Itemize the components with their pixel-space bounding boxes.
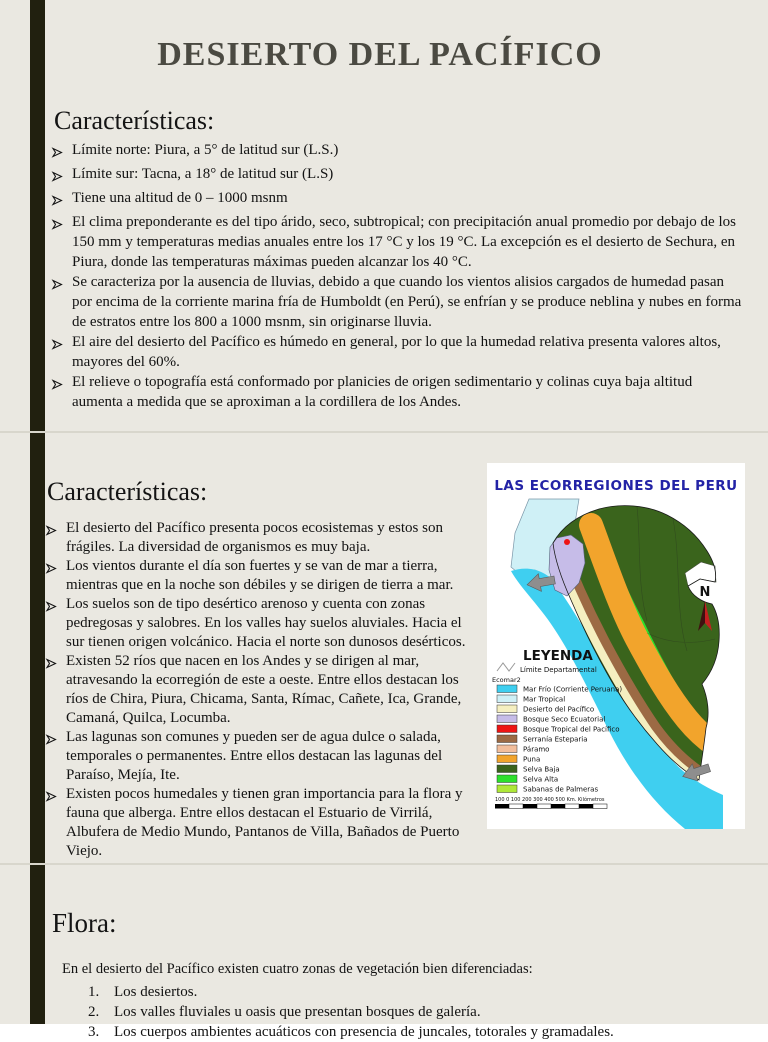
legend-row [497,785,598,794]
section-heading-flora: Flora: [52,908,117,938]
legend-label: Sabanas de Palmeras [523,785,599,794]
left-accent-bar [30,433,45,863]
legend-label: Bosque Seco Ecuatorial [523,715,606,724]
legend-ecomar-label: Ecomar2 [492,676,521,684]
list-item [52,372,744,412]
flora-numbered-list [88,982,728,1042]
bullet-arrow-icon [52,332,72,356]
legend-row [497,765,560,774]
left-accent-bar [30,865,45,1024]
list-item [52,272,744,332]
bullet-list-2 [46,519,470,861]
legend-swatch [497,785,517,793]
list-item [46,557,470,595]
list-item [52,164,744,188]
flora-intro: En el desierto del Pacífico existen cuatro zonas de vegetación bien diferenciadas: [62,961,533,977]
bullet-text: Existen 52 ríos que nacen en los Andes y se dirigen al mar, atravesando la ecorregión de este a oeste. Entre ellos destacan los ríos de Chira, Piura, Chicama, Santa, Rímac, Cañete, Ica, Grande, Camaná, Quilca, Locumba. [66,653,462,726]
bullet-text: El relieve o topografía está conformado por planicies de origen sedimentario y colinas cuya baja altitud aumenta a medida que se aproximan a la cordillera de los Andes. [72,374,693,410]
list-number: 3. [88,1024,100,1040]
bullet-text: Límite sur: Tacna, a 18° de latitud sur (L.S) [72,166,334,182]
legend-label: Desierto del Pacífico [523,705,595,714]
left-accent-bar [30,0,45,432]
legend-swatch [497,685,517,693]
legend-swatch [497,705,517,713]
legend-swatch [497,695,517,703]
legend-title: LEYENDA [523,648,593,664]
bullet-arrow-icon [52,372,72,396]
page-title: DESIERTO DEL PACÍFICO [157,36,603,73]
bullet-arrow-icon [46,728,66,751]
slide-divider [0,863,768,865]
bullet-text: El desierto del Pacífico presenta pocos ecosistemas y estos son frágiles. La diversidad de organismos es muy baja. [66,520,443,555]
section-heading-caracteristicas-2: Características: [47,477,208,506]
list-item [46,519,470,557]
legend-row [497,695,565,704]
list-item [88,982,728,1002]
bullet-text: Los vientos durante el día son fuertes y se van de mar a tierra, mientras que en la noche son débiles y se dirigen de tierra a mar. [66,558,454,593]
bullet-arrow-icon [52,212,72,236]
list-item [46,595,470,652]
legend-row [497,775,558,784]
list-number: 1. [88,984,100,1000]
bullet-arrow-icon [46,519,66,542]
north-label: N [699,585,711,600]
bullet-arrow-icon [52,140,72,164]
bullet-arrow-icon [52,272,72,296]
scale-bar [495,804,607,809]
list-item [52,188,744,212]
bullet-text: Existen pocos humedales y tienen gran importancia para la flora y fauna que alberga. Entre ellos destacan el Estuario de Virrilá, Albufera de Medio Mundo, Pantanos de Villa, Bañados de Puerto Viejo. [66,786,463,859]
list-item [52,140,744,164]
legend-row [497,745,549,754]
legend-label: Mar Frío (Corriente Peruana) [523,685,623,694]
legend-row [497,715,605,724]
scale-numbers: 100 0 100 200 300 400 500 Km. Kilómetros [495,797,605,803]
list-number: 2. [88,1004,100,1020]
bullet-text: El aire del desierto del Pacífico es húmedo en general, por lo que la humedad relativa presenta valores altos, mayores del 60%. [72,334,721,370]
legend-row [497,705,594,714]
bullet-text: Los suelos son de tipo desértico arenoso y cuenta con zonas pedregosas y salobres. En los valles hay suelos aluviales. Hacia el sur tienen origen volcánico. Hacia el norte son dunosos desérticos. [66,596,466,650]
legend-swatch [497,745,517,753]
legend-swatch [497,775,517,783]
legend-row [497,725,620,734]
bullet-text: El clima preponderante es del tipo árido, seco, subtropical; con precipitación anual promedio por debajo de los 150 mm y temperaturas medias anuales entre los 17 °C y los 19 °C. La excepción es el desierto de Sechura, en Piura, donde las temperaturas máximas pueden alcanzar los 40 °C. [72,214,736,270]
peru-map-graphic [487,463,745,829]
list-item [46,785,470,861]
slide-divider [0,431,768,433]
legend-swatch [497,755,517,763]
legend-label: Mar Tropical [523,695,566,704]
list-item [52,212,744,272]
legend-label: Selva Baja [523,765,560,774]
bullet-list-1 [52,140,744,412]
list-item [46,652,470,728]
legend-label: Selva Alta [523,775,559,784]
map-title: LAS ECORREGIONES DEL PERU [494,478,738,494]
bullet-text: Se caracteriza por la ausencia de lluvias, debido a que cuando los vientos alisios cargados de humedad pasan por encima de la corriente marina fría de Humboldt (en Perú), se enfrían y se produce neblina y nubes en forma de estratos entre los 800 a 1000 msnm, sin originarse lluvia. [72,274,742,330]
legend-swatch [497,735,517,743]
bullet-text: Tiene una altitud de 0 – 1000 msnm [72,190,288,206]
legend-row [497,735,588,744]
legend-swatch [497,765,517,773]
list-item [88,1022,728,1042]
slide-3 [0,865,768,1040]
bullet-arrow-icon [46,652,66,675]
bullet-arrow-icon [46,785,66,808]
list-text: Los desiertos. [114,984,198,1000]
section-heading-caracteristicas-1: Características: [54,106,215,135]
map-region-bosque-tropical [564,539,570,545]
legend-label: Puna [523,755,541,764]
bullet-arrow-icon [52,164,72,188]
bullet-text: Límite norte: Piura, a 5° de latitud sur (L.S.) [72,142,339,158]
legend-label: Bosque Tropical del Pacífico [523,725,620,734]
list-text: Los valles fluviales u oasis que presentan bosques de galería. [114,1004,481,1020]
slide-1 [0,0,768,432]
ecoregions-map [487,463,745,829]
bullet-text: Las lagunas son comunes y pueden ser de agua dulce o salada, temporales o permanentes. Entre ellos destacan las lagunas del Paraíso, Mejía, Ite. [66,729,443,783]
list-item [52,332,744,372]
list-text: Los cuerpos ambientes acuáticos con presencia de juncales, totorales y gramadales. [114,1024,614,1040]
legend-row [497,685,622,694]
bullet-arrow-icon [46,595,66,618]
bullet-arrow-icon [46,557,66,580]
bullet-arrow-icon [52,188,72,212]
legend-swatch [497,715,517,723]
list-item [46,728,470,785]
legend-swatch [497,725,517,733]
legend-label: Serranía Esteparia [523,735,588,744]
legend-label: Páramo [523,745,550,754]
legend-limite-label: Límite Departamental [520,666,597,674]
list-item [88,1002,728,1022]
